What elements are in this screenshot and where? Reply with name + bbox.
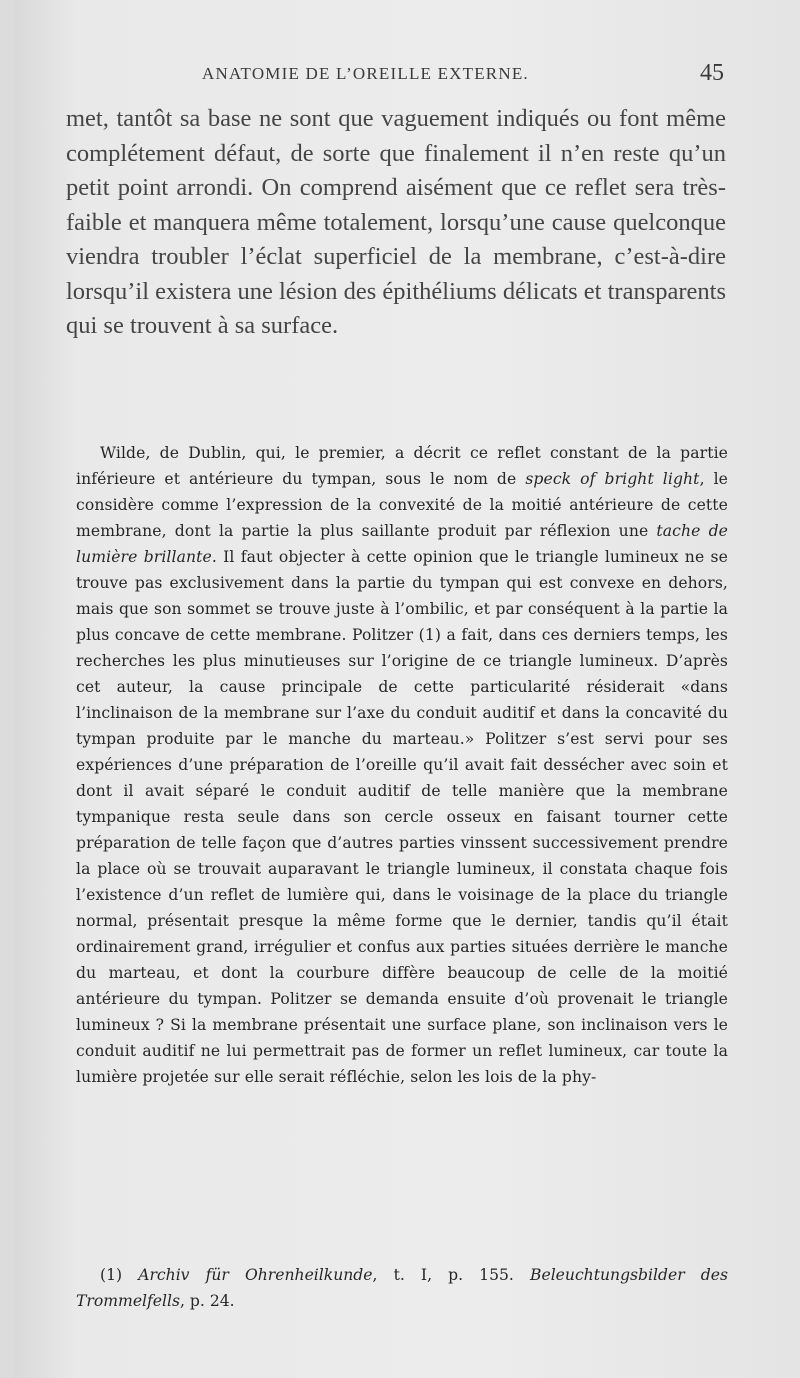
note-text-1: Wilde, de Dublin, qui, le premier, a décrit ce reflet constant de la partie inférieure et antérieure du tympan, sous le nom de — [76, 444, 728, 488]
note-text-block — [76, 440, 728, 1090]
footnote-volume: , t. I, p. 155. — [372, 1266, 530, 1284]
footnote-marker: (1) — [100, 1266, 139, 1284]
book-page — [14, 0, 800, 1378]
page-number: 45 — [700, 60, 724, 86]
footnote — [76, 1262, 728, 1314]
main-text-block — [66, 102, 726, 344]
note-text-3: . Il faut objecter à cette opinion que le triangle lumineux ne se trouve pas exclusivement dans la partie du tympan qui est convexe en dehors, mais que son sommet se trouve juste à l’ombilic, et par conséquent à la partie la plus concave de cette membrane. Politzer (1) a fait, dans ces derniers temps, les recherches les plus minutieuses sur l’origine de ce triangle lumineux. D’après cet auteur, la cause principale de cette particularité résiderait «dans l’inclinaison de la membrane sur l’axe du conduit auditif et dans la concavité du tympan produite par le manche du marteau.» Politzer s’est servi pour ses expériences d’une préparation de l’oreille qu’il avait fait dessécher avec soin et dont il avait séparé le conduit auditif de telle manière que la membrane tympanique resta seule dans son cercle osseux en faisant tourner cette préparation de telle façon que d’autres parties vinssent successivement prendre la place où se trouvait auparavant le triangle lumineux, il constata chaque fois l’existence d’un reflet de lumière qui, dans le voisinage de la place du triangle normal, présentait presque la même forme que le dernier, tandis qu’il était ordinairement grand, irrégulier et confus aux parties situées derrière le manche du marteau, et dont la courbure diffère beaucoup de celle de la moitié antérieure du tympan. Politzer se demanda ensuite d’où provenait le triangle lumineux ? Si la membrane présentait une surface plane, son inclinaison vers le conduit auditif ne lui permettrait pas de former un reflet lumineux, car toute la lumière projetée sur elle serait réfléchie, selon les lois de la phy- — [76, 548, 728, 1086]
running-title: ANATOMIE DE L’OREILLE EXTERNE. — [202, 64, 529, 83]
term-speck-of-bright-light: speck of bright light — [525, 470, 700, 488]
page-header — [82, 62, 724, 92]
note-text-2: , le considère comme l’expression de la convexité de la moitié antérieure de cette membrane, dont la partie la plus saillante produit par réflexion une — [76, 470, 729, 540]
main-paragraph: met, tantôt sa base ne sont que vaguement indiqués ou font même complétement défaut, de sorte que finalement il n’en reste qu’un petit point arrondi. On comprend aisément que ce reflet sera très-faible et manquera même totalement, lorsqu’une cause quelconque viendra troubler l’éclat superficiel de la membrane, c’est-à-dire lorsqu’il existera une lésion des épithéliums délicats et transparents qui se trouvent à sa surface. — [66, 105, 726, 339]
footnote-source-title: Archiv für Ohrenheilkunde — [138, 1266, 373, 1284]
footnote-page: , p. 24. — [180, 1292, 235, 1310]
footnote-source-article: Beleuchtungsbilder des Trommelfells — [76, 1266, 728, 1310]
note-paragraph — [76, 440, 728, 1090]
term-tache-de-lumiere: tache de lumière brillante — [76, 522, 728, 566]
footnote-paragraph — [76, 1262, 728, 1314]
